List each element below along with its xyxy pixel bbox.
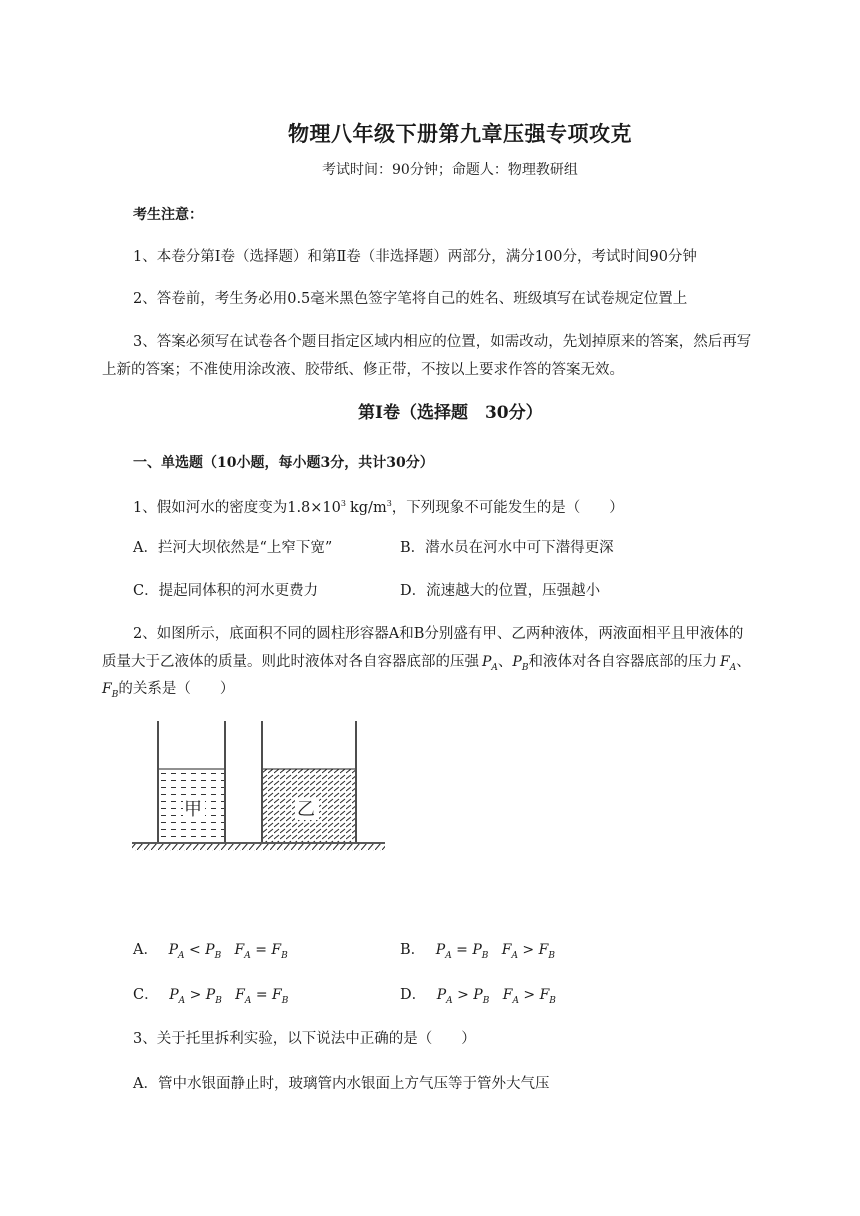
containers-figure <box>130 714 390 854</box>
question-2-line1: 2、如图所示，底面积不同的圆柱形容器A和B分别盛有甲、乙两种液体，两液面相平且甲液体的 <box>133 626 744 642</box>
q2-line3-post: 的关系是（ ） <box>118 681 235 697</box>
part-heading: 一、单选题（10小题，每小题3分，共计30分） <box>133 455 434 471</box>
q1-exp: 3 <box>340 499 346 508</box>
q2-option-a-formula: $P_A < P_B$ $F_A = F_B$ <box>168 942 288 961</box>
q2-pa: $P_A$ <box>482 654 498 673</box>
liquid-label-jia: 甲 <box>184 799 202 820</box>
liquid-label-yi: 乙 <box>297 799 315 820</box>
q3-option-a[interactable]: A．管中水银面静止时，玻璃管内水银面上方气压等于管外大气压 <box>133 1076 550 1092</box>
q2-line2-pre: 质量大于乙液体的质量。则此时液体对各自容器底部的压强 <box>102 654 479 670</box>
q1-stem-post: ，下列现象不可能发生的是（ ） <box>391 499 624 516</box>
q2-pb: $P_B$ <box>512 654 529 673</box>
exam-subtitle: 考试时间：90分钟；命题人：物理教研组 <box>322 162 578 178</box>
q2-option-b[interactable] <box>400 940 555 966</box>
q2-option-a-prefix: A． <box>133 942 158 958</box>
q1-option-b[interactable]: B．潜水员在河水中可下潜得更深 <box>400 540 614 556</box>
q1-option-a[interactable]: A．拦河大坝依然是“上窄下宽” <box>133 540 333 556</box>
question-3-stem: 3、关于托里拆利实验，以下说法中正确的是（ ） <box>133 1031 476 1047</box>
question-2-line3 <box>102 679 234 705</box>
notice-item-2: 2、答卷前，考生务必用0.5毫米黑色签字笔将自己的姓名、班级填写在试卷规定位置上 <box>133 291 688 307</box>
notice-heading: 考生注意： <box>133 207 203 223</box>
page-title: 物理八年级下册第九章压强专项攻克 <box>288 121 632 146</box>
section-title: 第I卷（选择题 30分） <box>358 403 543 423</box>
notice-item-3: 3、答案必须写在试卷各个题目指定区域内相应的位置，如需改动，先划掉原来的答案，然后再写 <box>133 334 752 350</box>
q1-unit: kg/m <box>349 499 387 516</box>
q1-option-d[interactable]: D．流速越大的位置，压强越小 <box>400 583 601 599</box>
q1-unit-exp: 3 <box>386 499 392 508</box>
q2-option-b-formula: $P_A = P_B$ $F_A > F_B$ <box>435 942 555 961</box>
ground-line <box>132 843 385 851</box>
q2-comma: 、 <box>497 654 513 670</box>
q1-stem-pre: 1、假如河水的密度变为1.8×10 <box>133 499 341 516</box>
q2-option-b-prefix: B． <box>400 942 426 958</box>
q2-option-d[interactable] <box>400 985 556 1011</box>
q2-comma2: 、 <box>736 654 751 670</box>
question-1-stem <box>133 494 624 518</box>
q2-line2-mid: 和液体对各自容器底部的压力 <box>528 654 717 670</box>
container-b <box>262 721 356 842</box>
q2-fa: $F_A$ <box>719 654 737 673</box>
q2-option-d-formula: $P_A > P_B$ $F_A > F_B$ <box>436 987 556 1006</box>
q2-option-c[interactable] <box>133 985 288 1011</box>
q2-fb: $F_B$ <box>102 681 119 700</box>
notice-item-3-cont: 上新的答案；不准使用涂改液、胶带纸、修正带，不按以上要求作答的答案无效。 <box>102 362 624 378</box>
container-a <box>158 721 225 842</box>
q2-option-d-prefix: D． <box>400 987 427 1003</box>
notice-item-1: 1、本卷分第I卷（选择题）和第Ⅱ卷（非选择题）两部分，满分100分，考试时间90分钟 <box>133 249 697 265</box>
q2-option-a[interactable] <box>133 940 288 966</box>
q2-option-c-formula: $P_A > P_B$ $F_A = F_B$ <box>169 987 289 1006</box>
question-2-line2 <box>102 652 751 678</box>
q2-option-c-prefix: C． <box>133 987 159 1003</box>
q1-option-c[interactable]: C．提起同体积的河水更费力 <box>133 583 319 599</box>
